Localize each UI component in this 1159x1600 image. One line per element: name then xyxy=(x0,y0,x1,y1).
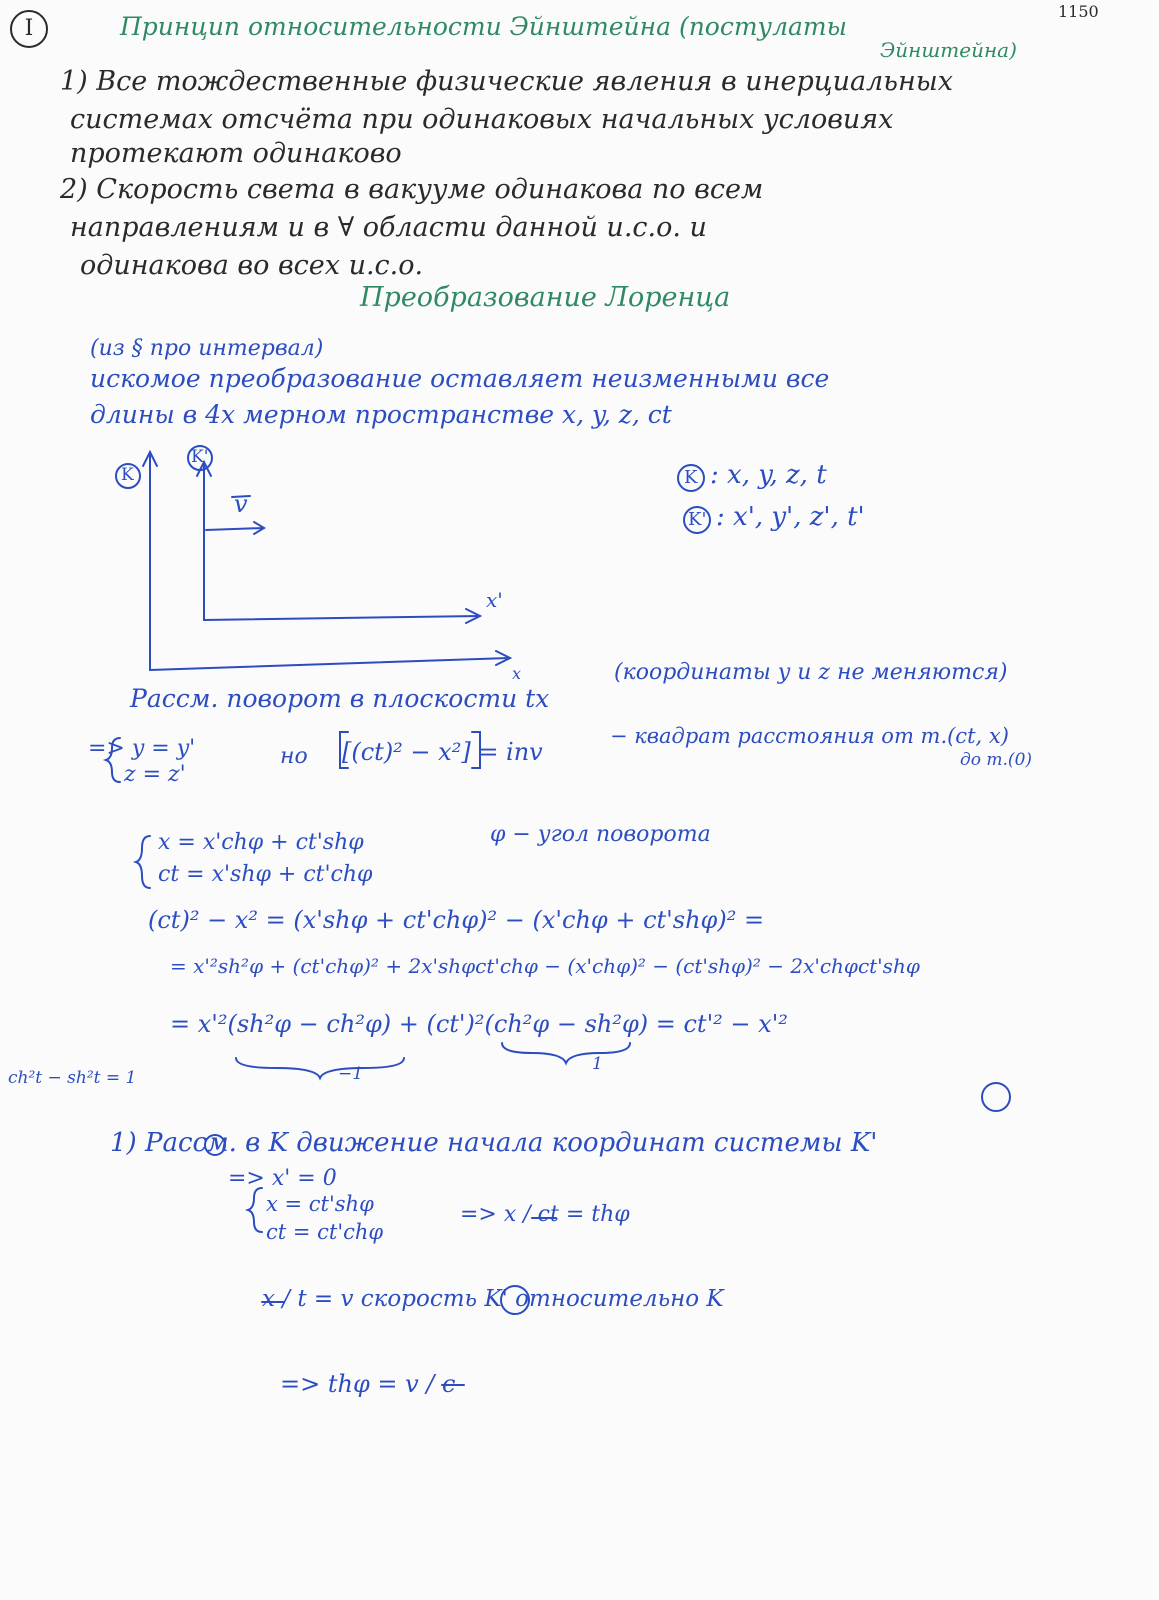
section-number-mark: I xyxy=(10,10,48,48)
motion-eq-1: => x' = 0 xyxy=(228,1166,337,1191)
postulate-1-line-3: протекают одинаково xyxy=(70,138,402,169)
hyperbolic-identity: ch²t − sh²t = 1 xyxy=(8,1068,137,1088)
rotation-note: (координаты y и z не меняются) xyxy=(614,660,1008,685)
invariant-expression: [(ct)² − x²] = inv xyxy=(342,738,543,766)
underbrace-value-2: 1 xyxy=(592,1054,603,1074)
rotation-angle-note: φ − угол поворота xyxy=(490,822,711,847)
diagram-velocity-label: v xyxy=(234,490,248,518)
frame-k1-coords: : x', y', z', t' xyxy=(716,502,865,532)
frame-k1-label: K' xyxy=(688,509,707,530)
postulate-1-line-2: системах отсчёта при одинаковых начальных условиях xyxy=(70,104,894,135)
transform-eq-1: x = x'chφ + ct'shφ xyxy=(158,830,364,855)
derivation-line-3: = x'²(sh²φ − ch²φ) + (ct')²(ch²φ − sh²φ) = ct'² − x'² xyxy=(170,1010,788,1038)
frame-k-label: K xyxy=(684,467,698,488)
diagram-x1-axis-label: x' xyxy=(486,588,503,612)
page-title: Принцип относительности Эйнштейна (постулаты xyxy=(120,12,847,41)
derivation-line-2: = x'²sh²φ + (ct'chφ)² + 2x'shφct'chφ − (x'chφ)² − (ct'shφ)² − 2x'chφct'shφ xyxy=(170,954,920,978)
transform-eq-2: ct = x'shφ + ct'chφ xyxy=(158,862,373,887)
k-axis-x xyxy=(150,658,510,670)
derivation-line-1: (ct)² − x² = (x'shφ + ct'chφ)² − (x'chφ + ct'shφ)² = xyxy=(148,906,765,934)
motion-heading: 1) Рассм. в K движение начала координат системы K' xyxy=(110,1128,878,1158)
invariant-description-2: до т.(0) xyxy=(960,750,1033,770)
page-title-continuation: Эйнштейна) xyxy=(880,38,1017,62)
section-title: Преобразование Лоренца xyxy=(360,282,731,313)
rotation-but: но xyxy=(280,744,308,769)
velocity-arrow xyxy=(206,528,264,530)
postulate-2-line-3: одинакова во всех и.с.о. xyxy=(80,250,424,281)
frame-k-coords: : x, y, z, t xyxy=(710,460,827,490)
motion-velocity: x / t = v скорость K' относительно K xyxy=(262,1286,724,1312)
diagram-k1-label: K' xyxy=(191,447,209,467)
rotation-text: Рассм. поворот в плоскости tx xyxy=(130,684,550,713)
postulate-2-line-1: 2) Скорость света в вакууме одинакова по всем xyxy=(60,174,764,205)
intro-line-3: длины в 4х мерном пространстве x, y, z, ct xyxy=(90,400,672,429)
underbrace-value-1: −1 xyxy=(338,1064,364,1084)
intro-line-2: искомое преобразование оставляет неизменными все xyxy=(90,364,830,393)
motion-final: => thφ = v / c xyxy=(280,1370,456,1398)
invariant-description: − квадрат расстояния от т.(ct, x) xyxy=(610,724,1009,748)
rotation-system-1: => y = y' xyxy=(88,736,196,761)
k1-axis-x xyxy=(204,616,480,620)
rotation-system-2: z = z' xyxy=(124,762,186,787)
postulate-2-line-2: направлениям и в ∀ области данной и.с.о. и xyxy=(70,212,707,243)
motion-eq-3: ct = ct'chφ xyxy=(266,1220,384,1244)
motion-result: => x / ct = thφ xyxy=(460,1202,630,1227)
diagram-x-axis-label: x xyxy=(512,664,522,683)
motion-eq-2: x = ct'shφ xyxy=(266,1192,374,1216)
intro-line-1: (из § про интервал) xyxy=(90,336,324,361)
diagram-k-label: K xyxy=(121,465,134,485)
postulate-1-line-1: 1) Все тождественные физические явления в инерциальных xyxy=(60,66,953,97)
page-number: 1150 xyxy=(1058,2,1099,21)
